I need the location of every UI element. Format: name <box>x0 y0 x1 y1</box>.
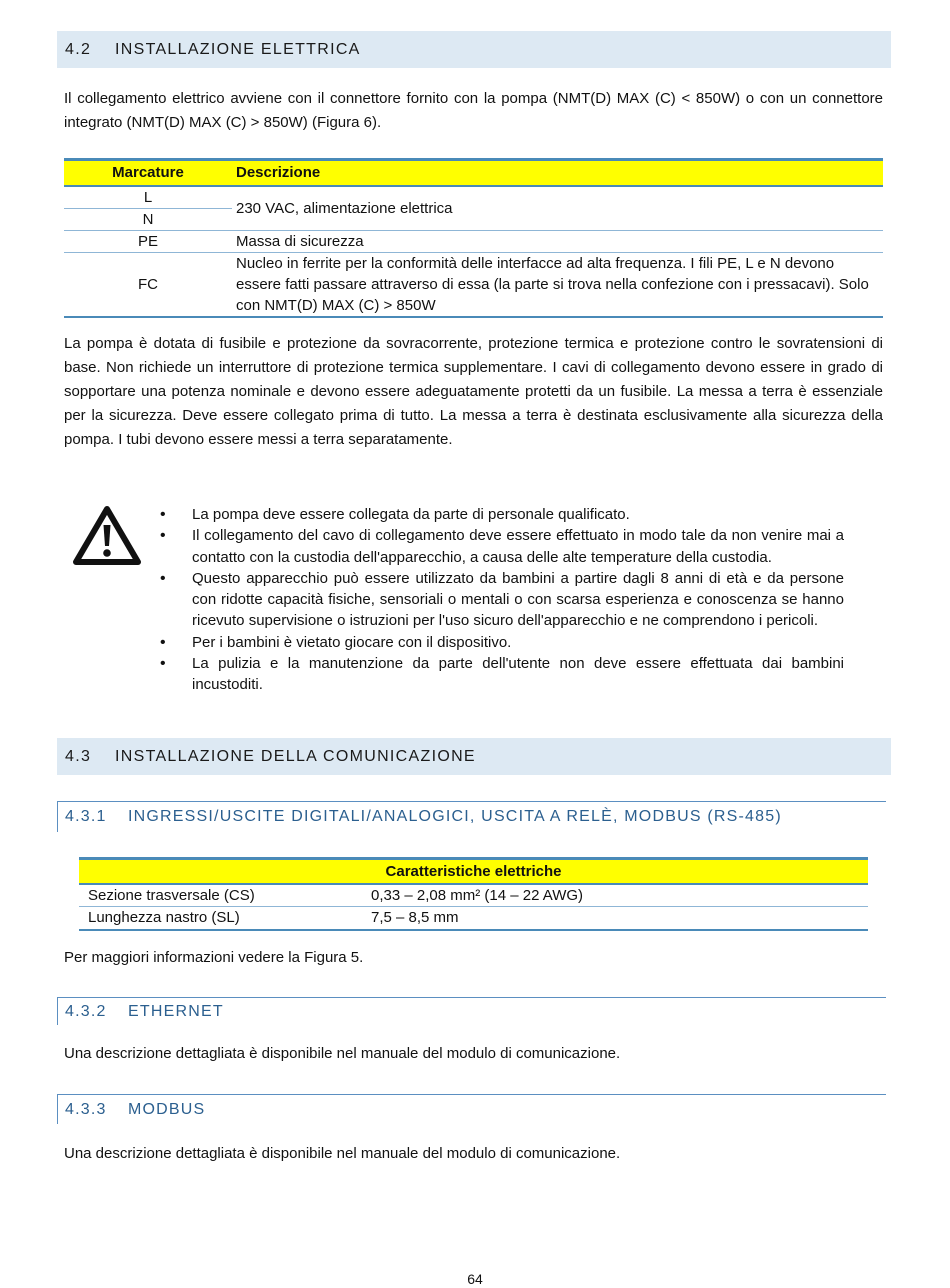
mark-cell: PE <box>64 230 232 252</box>
label-cell: Lunghezza nastro (SL) <box>79 907 362 930</box>
table-header-row <box>64 160 883 186</box>
section-4-3-2-heading <box>57 997 886 1025</box>
list-item: • Questo apparecchio può essere utilizzato da bambini a partire dagli 8 anni di età e da persone con ridotte capacità fisiche, sensoriali o mentali o con scarsa esperienza e conoscenza se hanno ricevuto supervisione o istruzioni per l'uso sicuro dell'apparecchio e ne comprendono i pericoli. <box>160 568 844 632</box>
see-figure-paragraph: Per maggiori informazioni vedere la Figura 5. <box>64 949 364 966</box>
mark-cell: FC <box>64 252 232 317</box>
header-characteristics: Caratteristiche elettriche <box>79 859 868 884</box>
section-4-3-1-heading <box>57 801 886 832</box>
modbus-paragraph: Una descrizione dettagliata è disponibile nel manuale del modulo di comunicazione. <box>64 1145 621 1162</box>
section-4-3-heading <box>57 738 891 775</box>
electrical-characteristics-table <box>79 857 868 931</box>
desc-cell: Massa di sicurezza <box>232 230 883 252</box>
section-title: INSTALLAZIONE DELLA COMUNICAZIONE <box>115 747 476 765</box>
markings-table <box>64 158 883 318</box>
section-4-3-3-heading <box>57 1094 886 1124</box>
list-item: • La pulizia e la manutenzione da parte dell'utente non deve essere effettuata dai bambini incustoditi. <box>160 653 844 696</box>
section-number: 4.2 <box>65 40 92 58</box>
protection-paragraph: La pompa è dotata di fusibile e protezione da sovracorrente, protezione termica e protezione contro le sovratensioni di base. Non richiede un interruttore di protezione termica supplementare. I cavi di collegamento devono essere in grado di sopportare una potenza nominale e devono essere adeguatamente protetti da un fusibile. La messa a terra è essenziale per la sicurezza. Deve essere collegato prima di tutto. La messa a terra è destinata esclusivamente alla sicurezza della pompa. I tubi devono essere messi a terra separatamente. <box>64 335 883 448</box>
section-number: 4.3 <box>65 747 92 765</box>
table-header-row <box>79 859 868 884</box>
warning-list <box>160 504 844 696</box>
section-4-2-heading <box>57 31 891 68</box>
desc-cell: 230 VAC, alimentazione elettrica <box>232 186 883 231</box>
ethernet-paragraph: Una descrizione dettagliata è disponibile nel manuale del modulo di comunicazione. <box>64 1045 621 1062</box>
table-row <box>79 884 868 907</box>
value-cell: 0,33 – 2,08 mm² (14 – 22 AWG) <box>362 884 868 907</box>
list-item: • Il collegamento del cavo di collegamento deve essere effettuato in modo tale da non venire mai a contatto con la custodia dell'apparecchio, a causa delle alte temperature della custodia. <box>160 525 844 568</box>
page-number: 64 <box>467 1271 483 1287</box>
list-item: • La pompa deve essere collegata da parte di personale qualificato. <box>160 504 844 525</box>
intro-paragraph: Il collegamento elettrico avviene con il connettore fornito con la pompa (NMT(D) MAX (C) < 850W) o con un connettore integrato (NMT(D) MAX (C) > 850W) (Figura 6). <box>64 90 883 131</box>
section-number: 4.3.3 <box>65 1100 107 1118</box>
header-markings: Marcature <box>64 160 232 186</box>
section-title: INGRESSI/USCITE DIGITALI/ANALOGICI, USCITA A RELÈ, MODBUS (RS-485) <box>128 808 782 825</box>
table-row <box>64 186 883 209</box>
table-row <box>64 230 883 252</box>
section-title: INSTALLAZIONE ELETTRICA <box>115 40 361 58</box>
list-item: • Per i bambini è vietato giocare con il dispositivo. <box>160 632 844 653</box>
header-description: Descrizione <box>232 160 883 186</box>
mark-cell: L <box>64 186 232 209</box>
mark-cell: N <box>64 208 232 230</box>
warning-triangle-icon <box>72 505 142 567</box>
table-row <box>64 252 883 317</box>
label-cell: Sezione trasversale (CS) <box>79 884 362 907</box>
section-title: MODBUS <box>128 1100 206 1118</box>
section-number: 4.3.1 <box>65 808 107 825</box>
section-number: 4.3.2 <box>65 1002 107 1020</box>
section-title: ETHERNET <box>128 1002 224 1020</box>
table-row <box>79 907 868 930</box>
value-cell: 7,5 – 8,5 mm <box>362 907 868 930</box>
desc-cell: Nucleo in ferrite per la conformità delle interfacce ad alta frequenza. I fili PE, L e N devono essere fatti passare attraverso di essa (la parte si trova nella confezione con i pressacavi). Solo con NMT(D) MAX (C) > 850W <box>232 252 883 317</box>
